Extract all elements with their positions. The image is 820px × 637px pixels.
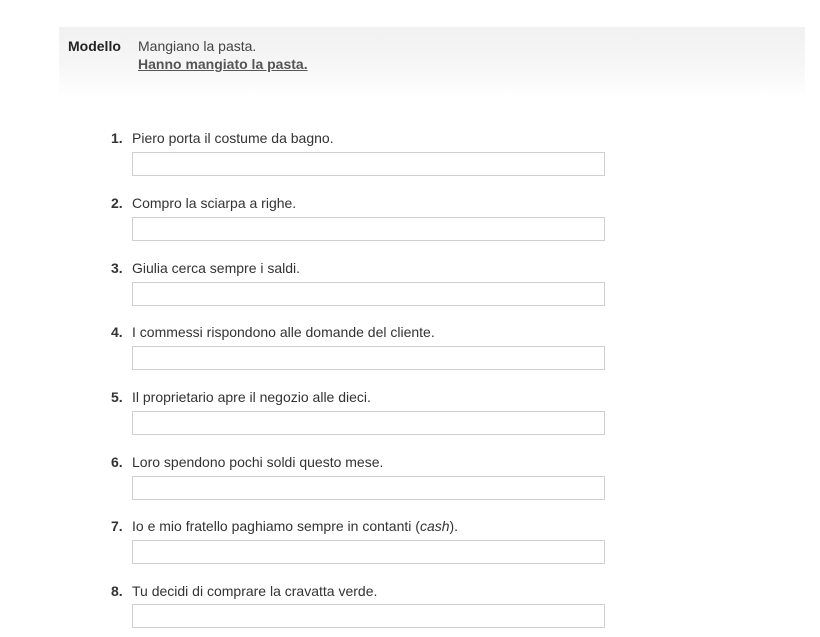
exercise-item-8: [0, 583, 820, 633]
item-sentence: Loro spendono pochi soldi questo mese.: [132, 454, 384, 470]
model-prompt: Mangiano la pasta.: [138, 38, 257, 54]
item-number: 3.: [111, 260, 123, 276]
exercise-item-2: [0, 195, 820, 245]
item-number: 4.: [111, 324, 123, 340]
item-sentence: Piero porta il costume da bagno.: [132, 130, 334, 146]
item-sentence: I commessi rispondono alle domande del cliente.: [132, 324, 435, 340]
item-sentence: Giulia cerca sempre i saldi.: [132, 260, 301, 276]
model-label: Modello: [68, 38, 121, 54]
item-number: 5.: [111, 389, 123, 405]
answer-input-7[interactable]: [132, 540, 605, 564]
exercise-item-5: [0, 389, 820, 439]
answer-input-5[interactable]: [132, 411, 605, 435]
item-sentence-emphasis: cash: [419, 518, 450, 534]
item-sentence: Il proprietario apre il negozio alle dieci.: [132, 389, 371, 405]
model-answer: Hanno mangiato la pasta.: [138, 56, 308, 72]
item-number: 2.: [111, 195, 123, 211]
answer-input-3[interactable]: [132, 282, 605, 306]
item-number: 7.: [111, 518, 123, 534]
item-number: 1.: [111, 130, 123, 146]
exercise-item-4: [0, 324, 820, 374]
exercise-item-7: [0, 518, 820, 568]
item-sentence: Compro la sciarpa a righe.: [132, 195, 297, 211]
answer-input-6[interactable]: [132, 476, 605, 500]
answer-input-4[interactable]: [132, 346, 605, 370]
answer-input-8[interactable]: [132, 604, 605, 628]
exercise-item-1: [0, 130, 820, 180]
item-number: 6.: [111, 454, 123, 470]
exercise-item-6: [0, 454, 820, 504]
exercise-item-3: [0, 260, 820, 310]
item-sentence-part: ).: [449, 518, 459, 534]
item-number: 8.: [111, 583, 123, 599]
item-sentence: Tu decidi di comprare la cravatta verde.: [132, 583, 378, 599]
item-sentence: [132, 518, 458, 534]
model-example-box: [59, 27, 805, 99]
answer-input-2[interactable]: [132, 217, 605, 241]
answer-input-1[interactable]: [132, 152, 605, 176]
item-sentence-part: Io e mio fratello paghiamo sempre in contanti (: [132, 518, 420, 534]
